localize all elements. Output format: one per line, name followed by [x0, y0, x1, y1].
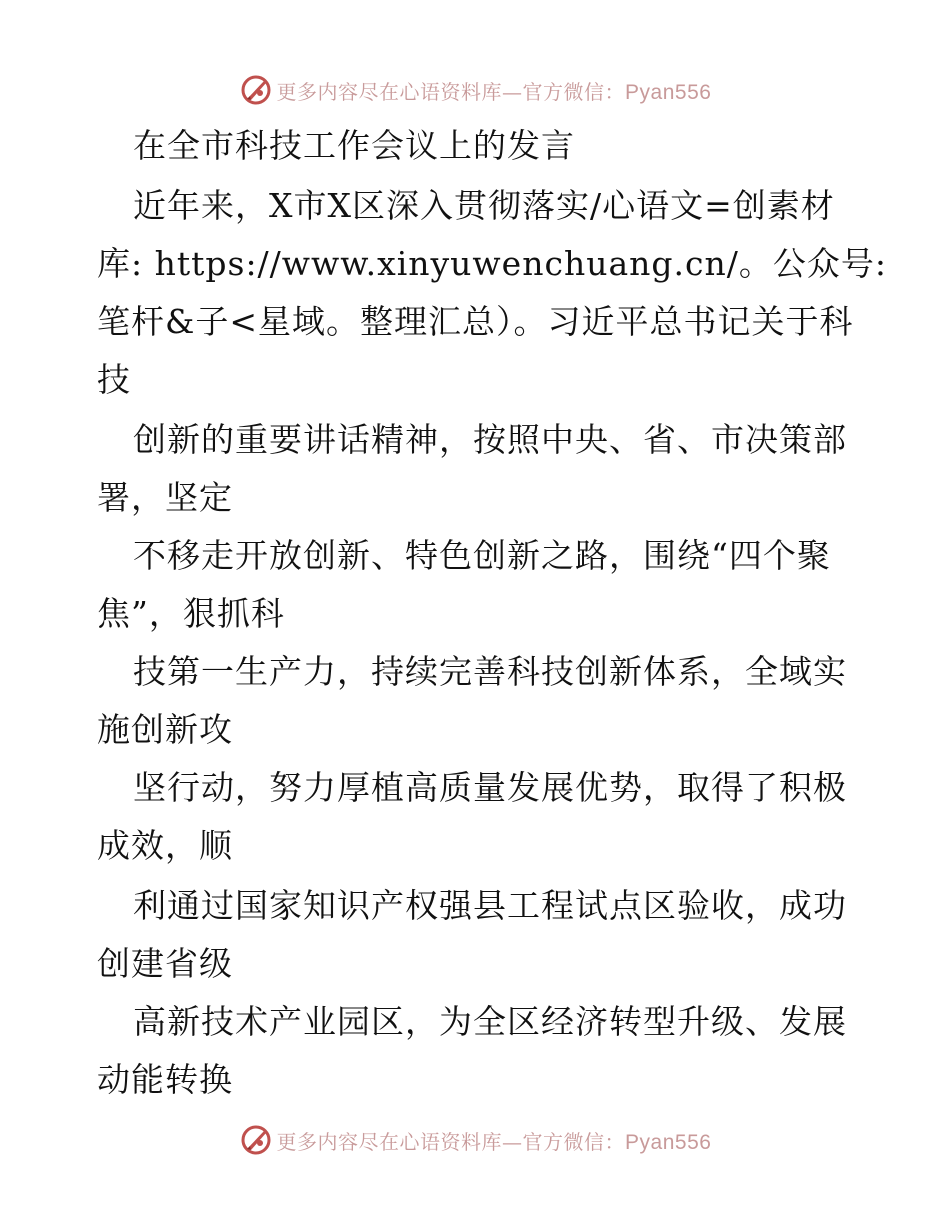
paragraph-line: 成效，顺 — [97, 826, 233, 865]
header-watermark — [0, 70, 950, 110]
paragraph-line: 笔杆&子<星域。整理汇总）。习近平总书记关于科 — [97, 302, 854, 341]
footer-watermark — [0, 1120, 950, 1160]
paragraph-line: 动能转换 — [97, 1060, 233, 1099]
document-title: 在全市科技工作会议上的发言 — [133, 126, 575, 165]
paragraph-line: 创新的重要讲话精神，按照中央、省、市决策部 — [133, 420, 847, 459]
paragraph-line: 坚行动，努力厚植高质量发展优势，取得了积极 — [133, 768, 847, 807]
paragraph-line: 技第一生产力，持续完善科技创新体系，全域实 — [133, 652, 847, 691]
watermark-text — [277, 76, 712, 105]
quill-pen-seal-icon — [239, 1123, 273, 1157]
paragraph-line: 焦”，狠抓科 — [97, 594, 285, 633]
watermark-id: Pyan556 — [625, 80, 712, 104]
quill-pen-seal-icon — [239, 73, 273, 107]
paragraph-line: 不移走开放创新、特色创新之路，围绕“四个聚 — [133, 536, 831, 575]
watermark-text — [277, 1126, 712, 1155]
watermark-id: Pyan556 — [625, 1130, 712, 1154]
paragraph-line: 技 — [97, 360, 131, 399]
paragraph-line: 施创新攻 — [97, 710, 233, 749]
watermark-prefix: 更多内容尽在心语资料库—官方微信： — [276, 1129, 626, 1154]
paragraph-line: 近年来，X市X区深入贯彻落实/心语文=创素材 — [133, 186, 835, 225]
paragraph-line: 利通过国家知识产权强县工程试点区验收，成功 — [133, 886, 847, 925]
paragraph-line: 署，坚定 — [97, 478, 233, 517]
paragraph-line: 创建省级 — [97, 944, 233, 983]
paragraph-line: 库: https://www.xinyuwenchuang.cn/。公众号: — [97, 244, 887, 283]
watermark-prefix: 更多内容尽在心语资料库—官方微信： — [276, 79, 626, 104]
paragraph-line: 高新技术产业园区，为全区经济转型升级、发展 — [133, 1002, 847, 1041]
